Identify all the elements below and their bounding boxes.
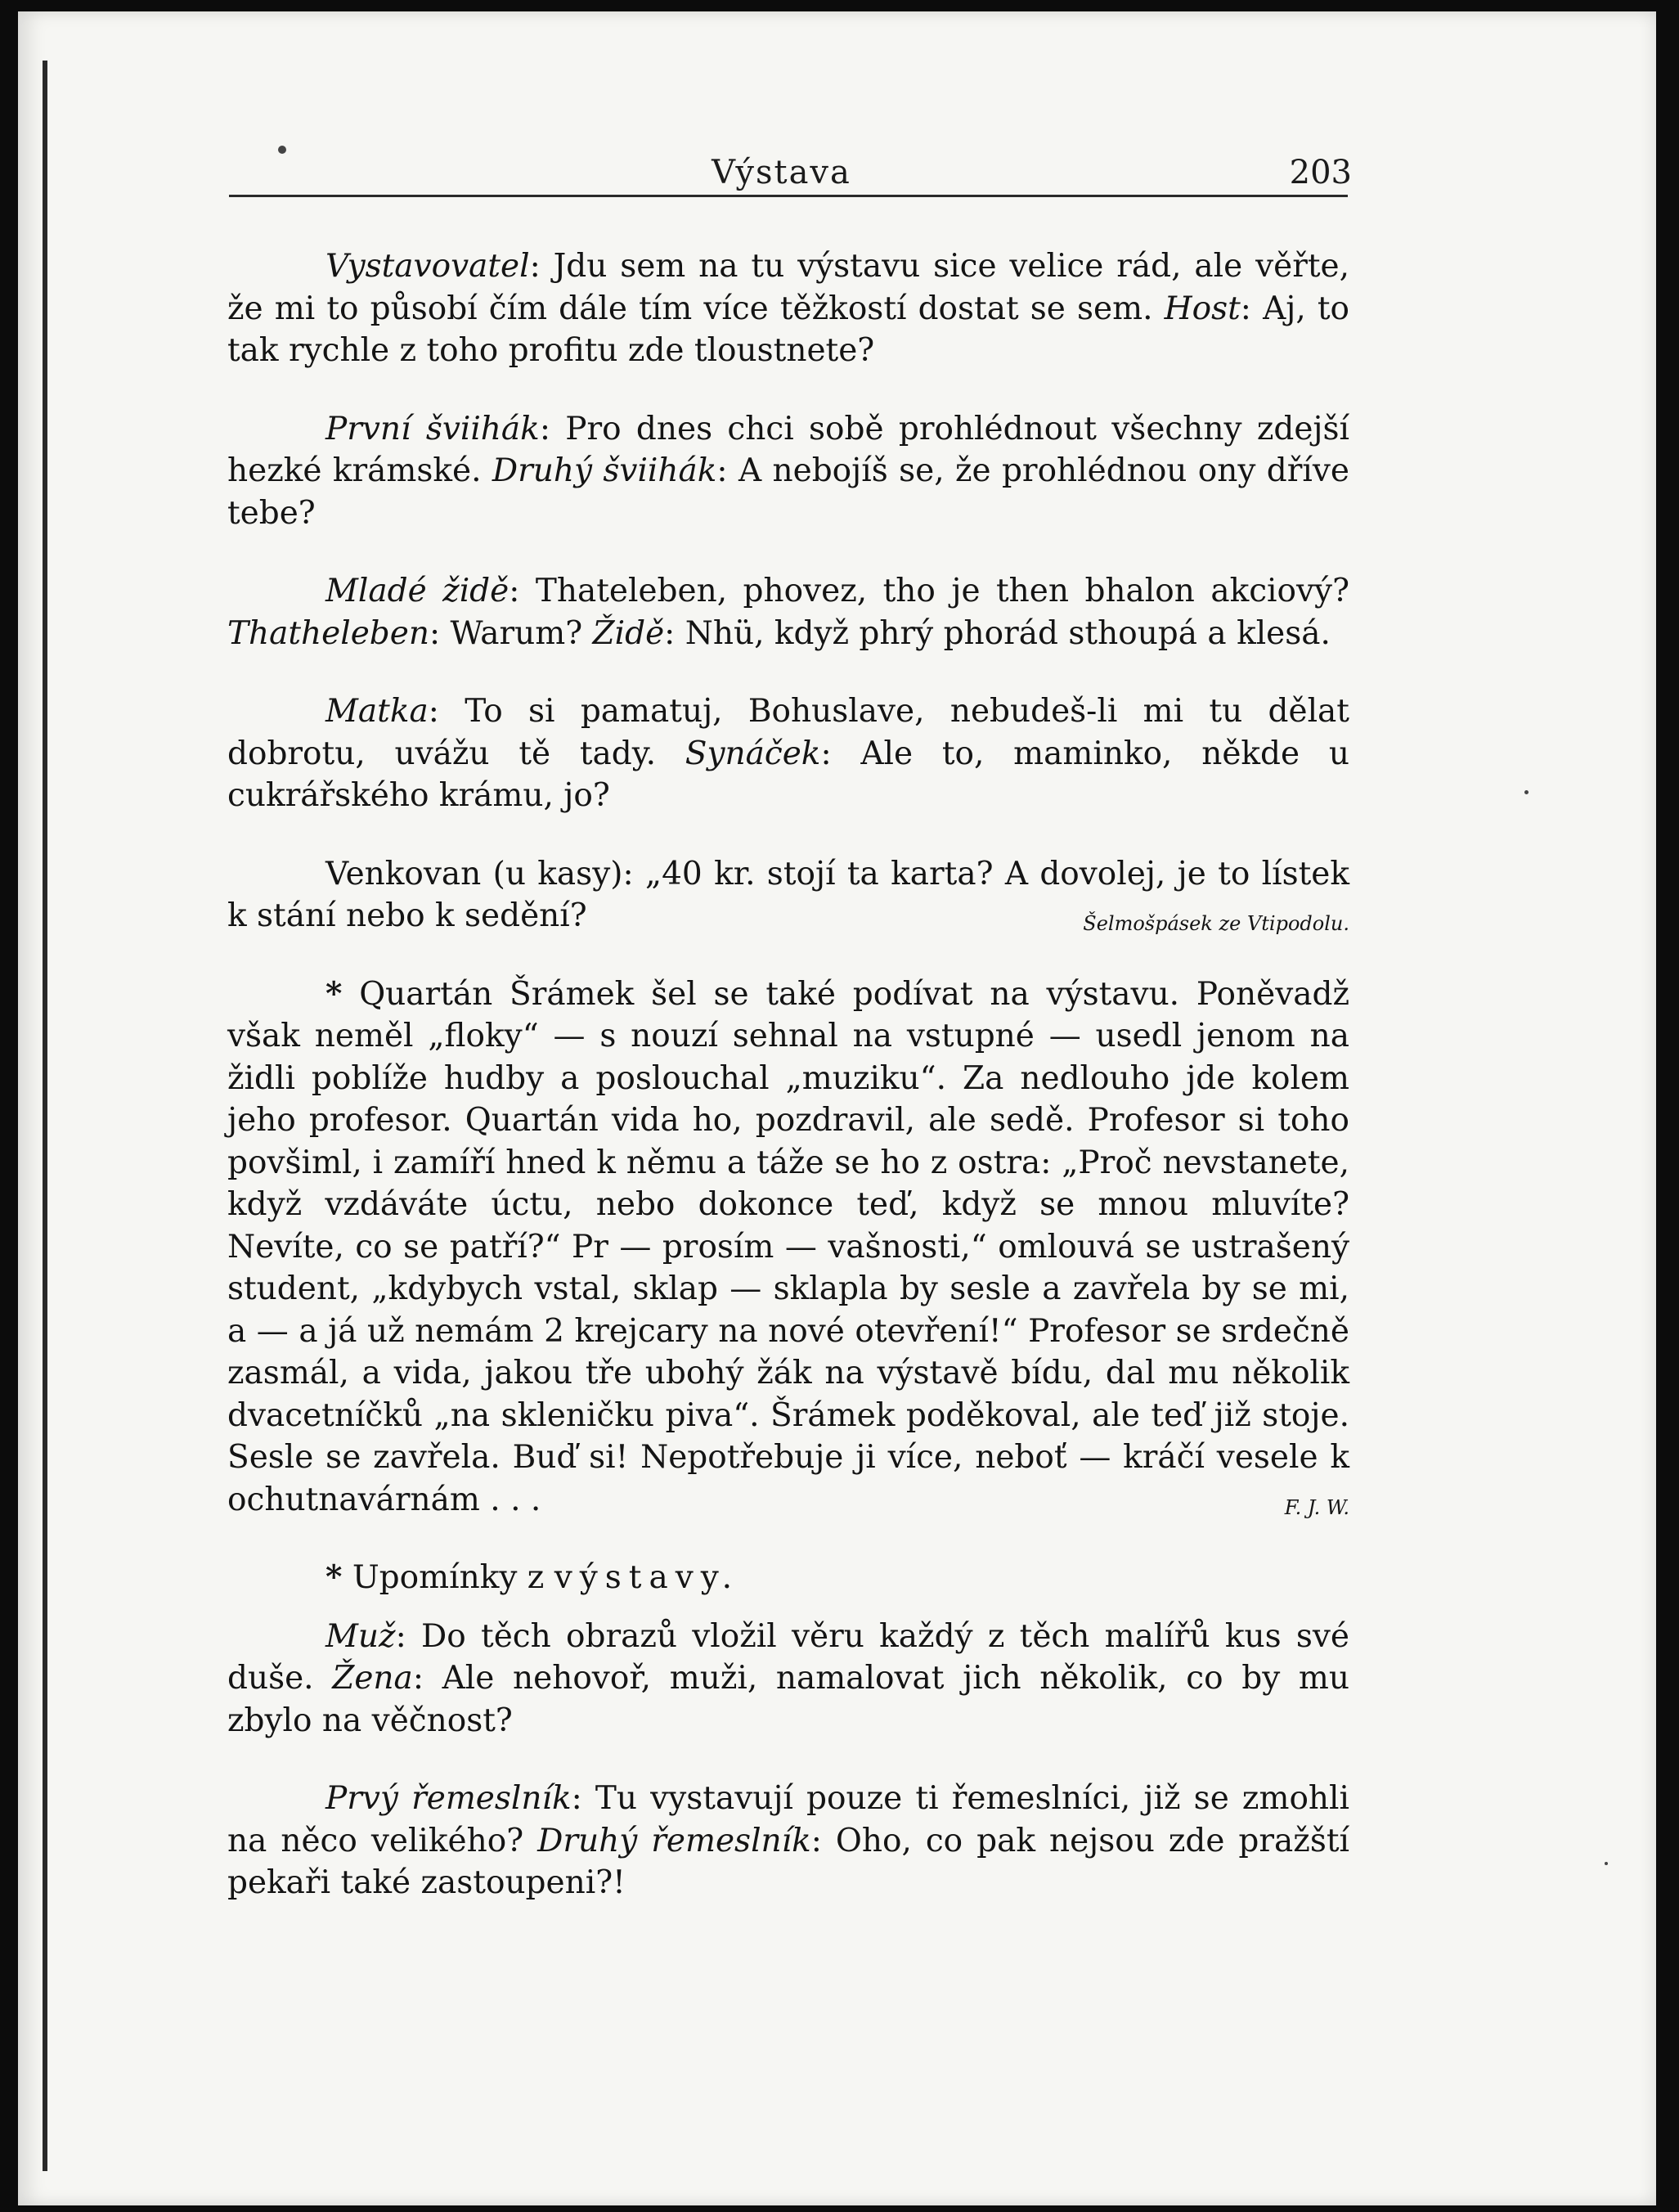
signature: Šelmošpásek ze Vtipodolu. [1083,912,1349,935]
speaker-name: Druhý šviihák [492,452,717,489]
speaker-name: Mladé židě [325,573,510,609]
scan-speck [278,146,286,154]
page-body [227,245,1349,1921]
dialogue-block: Muž: Do těch obrazů vložil věru každý z těch malířů kus své duše. Žena: Ale nehovoř, muži, namalovat jich několik, co by mu zbylo na věčnost? [227,1617,1349,1739]
speaker-name: Host [1164,290,1241,327]
page-number: 203 [1289,154,1352,191]
dialogue-block: Prvý řemeslník: Tu vystavují pouze ti řemeslníci, již se zmohli na něco velikého? Druhý řemeslník: Oho, co pak nejsou zde pražští pekaři také zastoupeni?! [227,1780,1349,1901]
speaker-name: Židě [592,614,665,652]
speaker-name: Thatheleben [227,614,429,652]
paragraph-text: Venkovan (u kasy): „40 kr. stojí ta karta? A dovolej, je to lístek k stání nebo k sedění? [227,855,1349,934]
speaker-name: Matka [325,693,429,730]
heading-lead: Upomínky z [352,1559,545,1596]
speech-text: Tu vystavují pouze ti řemeslníci, již se zmohli na něco velikého? [227,1780,1349,1859]
speech-text: Nhü, když phrý phorád sthoupá a klesá. [685,614,1331,652]
header-rule [229,195,1348,197]
scan-speck [1524,790,1529,794]
speech-text: Oho, co pak nejsou zde pražští pekaři také zastoupeni?! [227,1822,1349,1901]
speaker-name: Muž [325,1617,396,1655]
speech-text: Warum? [450,614,583,652]
scan-speck [1605,1862,1608,1865]
heading-spaced-word: výstavy. [554,1559,740,1596]
paragraph-text: Quartán Šrámek šel se také podívat na výstavu. Poněvadž však neměl „floky“ — s nouzí sehnal na vstupné — usedl jenom na židli poblíže hudby a poslouchal „muziku“. Za nedlouho jde kolem jeho profesor. Quartán vida ho, pozdravil, ale sedě. Profesor si toho povšiml, i zamíří hned k němu a táže se ho z ostra: „Proč nevstanete, když vzdáváte úctu, nebo dokonce teď, když se mnou mluvíte? Nevíte, co se patří?“ Pr — prosím — vašnosti,“ omlouvá se ustrašený student, „kdybych vstal, sklap — sklapla by sesle a zavřela by se mi, a — a já už nemám 2 krejcary na nové otevření!“ Profesor se srdečně zasmál, a vida, jakou tře ubohý žák na výstavě bídu, dal mu několik dvacetníčků „na skleničku piva“. Šrámek poděkoval, ale teď již stoje. Sesle se zavřela. Buď si! Nepotřebuje ji více, neboť — kráčí vesele k ochutnavárnám . . . [227,975,1350,1518]
speech-text: Thateleben, phovez, tho je then bhalon akciový? [535,573,1349,609]
speech-text: Do těch obrazů vložil věru každý z těch malířů kus své duše. [227,1617,1349,1697]
anecdote-paragraph [227,973,1349,1522]
page-header [211,154,1352,196]
plain-paragraph [227,853,1349,937]
speech-text: Ale nehovoř, muži, namalovat jich několik, co by mu zbylo na věčnost? [227,1660,1349,1739]
speaker-name: Prvý řemeslník [325,1780,572,1817]
running-title: Výstava [712,154,851,191]
speech-text: Pro dnes chci sobě prohlédnout všechny zdejší hezké krámské. [227,410,1349,489]
speech-text: Jdu sem na tu výstavu sice velice rád, ale věřte, že mi to působí čím dále tím více těžkostí dostat se sem. [227,248,1349,327]
speech-text: To si pamatuj, Bohuslave, nebudeš-li mi tu dělat dobrotu, uvážu tě tady. [227,693,1349,772]
speech-text: Aj, to tak rychle z toho profitu zde tloustnete? [227,290,1350,369]
speaker-name: Synáček [685,735,821,772]
section-heading [227,1557,1349,1599]
speech-text: A nebojíš se, že prohlédnou ony dříve tebe? [227,452,1349,532]
speaker-name: Druhý řemeslník [537,1822,811,1859]
asterisk-mark: * [325,974,343,1013]
speaker-name: Žena [332,1660,413,1697]
dialogue-block: Vystavovatel: Jdu sem na tu výstavu sice velice rád, ale věřte, že mi to působí čím dále tím více těžkostí dostat se sem. Host: Aj, to tak rychle z toho profitu zde tloustnete? [227,248,1350,369]
dialogue-block: První šviihák: Pro dnes chci sobě prohlédnout všechny zdejší hezké krámské. Druhý šviihák: A nebojíš se, že prohlédnou ony dříve tebe? [227,410,1349,532]
asterisk-mark: * [325,1558,343,1596]
page-edge-line [43,61,47,2171]
signature: F. J. W. [1284,1495,1349,1519]
speech-text: Ale to, maminko, někde u cukrářského krámu, jo? [227,735,1349,814]
dialogue-block: Matka: To si pamatuj, Bohuslave, nebudeš-li mi tu dělat dobrotu, uvážu tě tady. Synáček: Ale to, maminko, někde u cukrářského krámu, jo? [227,693,1349,814]
speaker-name: První šviihák [325,410,540,447]
dialogue-block: Mladé židě: Thateleben, phovez, tho je then bhalon akciový? Thatheleben: Warum? Židě: Nhü, když phrý phorád sthoupá a klesá. [227,573,1349,652]
speaker-name: Vystavovatel [325,248,530,285]
